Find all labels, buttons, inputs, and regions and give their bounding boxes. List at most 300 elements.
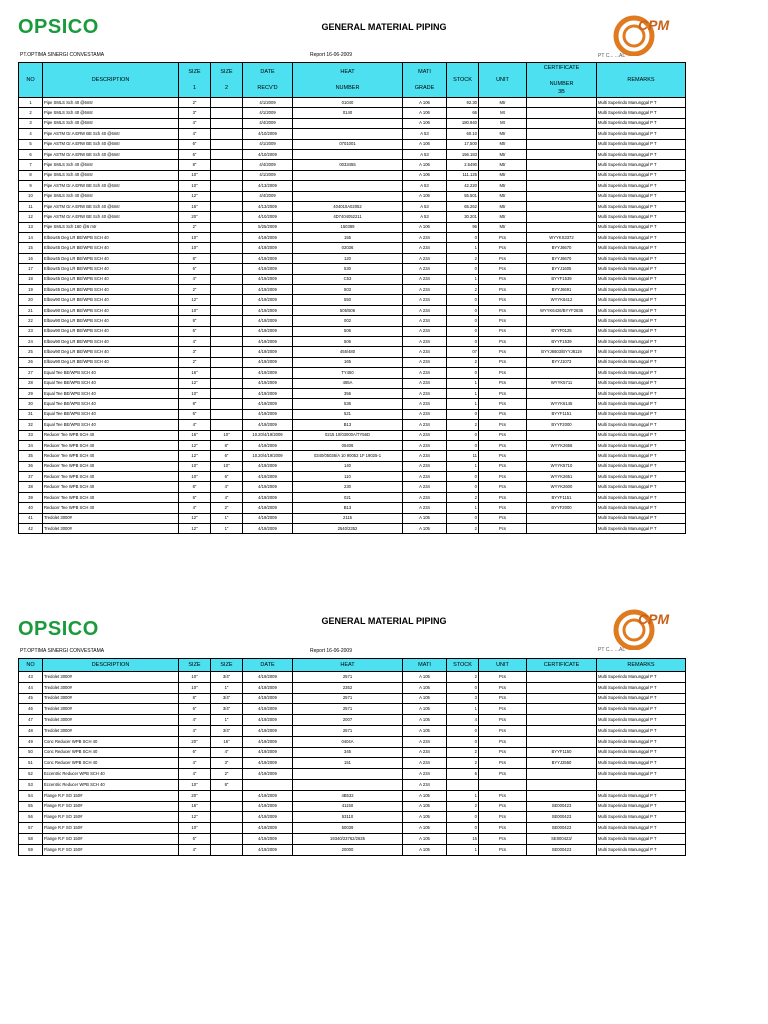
cell-size1: 6" bbox=[179, 409, 211, 419]
cell-mati: A 106 bbox=[403, 191, 447, 201]
cell-remarks: Multi Superindo Manunggal P T bbox=[597, 461, 686, 471]
cell-heat: 2571 bbox=[293, 704, 403, 715]
table-row bbox=[19, 461, 686, 471]
cell-remarks: Multi Superindo Manunggal P T bbox=[597, 693, 686, 704]
table-row bbox=[19, 285, 686, 295]
cell-description: Pipe SMLS Sch 40 @6mtr bbox=[43, 118, 179, 128]
cell-no: 28 bbox=[19, 378, 43, 388]
col-no: NO bbox=[19, 63, 43, 98]
table-row bbox=[19, 812, 686, 823]
cell-size2 bbox=[211, 222, 243, 232]
cell-stock: 0 bbox=[447, 305, 479, 315]
cell-date: 4/19/2009 bbox=[243, 326, 293, 336]
cell-size2 bbox=[211, 118, 243, 128]
cell-mati: A 106 bbox=[403, 170, 447, 180]
cell-no: 59 bbox=[19, 844, 43, 855]
cell-mati: A 234 bbox=[403, 440, 447, 450]
cell-mati: A 234 bbox=[403, 758, 447, 769]
cell-certificate bbox=[527, 316, 597, 326]
cell-date: 4/10/2009 bbox=[243, 212, 293, 222]
cell-remarks: Multi Superindo Manunggal P T bbox=[597, 274, 686, 284]
cell-unit: Pcs bbox=[479, 812, 527, 823]
cell-unit: Pcs bbox=[479, 758, 527, 769]
cell-mati: A 105 bbox=[403, 725, 447, 736]
table-body-2 bbox=[19, 672, 686, 856]
material-table-2 bbox=[18, 658, 686, 856]
cell-certificate bbox=[527, 430, 597, 440]
cell-date: 4/19/2009 bbox=[243, 524, 293, 534]
cell-size1: 10" bbox=[179, 233, 211, 243]
cell-certificate bbox=[527, 118, 597, 128]
cell-no: 17 bbox=[19, 264, 43, 274]
cell-heat: 0404A bbox=[293, 736, 403, 747]
cell-size2 bbox=[211, 420, 243, 430]
report-title: GENERAL MATERIAL PIPING bbox=[321, 22, 447, 32]
cell-unit: Pcs bbox=[479, 451, 527, 461]
cell-no: 45 bbox=[19, 693, 43, 704]
col-heat-2: HEAT bbox=[293, 659, 403, 672]
cell-unit: Pcs bbox=[479, 513, 527, 523]
cell-date: 4/19/2009 bbox=[243, 823, 293, 834]
cell-certificate: SE000423 bbox=[527, 823, 597, 834]
table-row bbox=[19, 149, 686, 159]
cell-date: 10.20/4/19/2009 bbox=[243, 451, 293, 461]
cell-size2 bbox=[211, 181, 243, 191]
cell-certificate: WYYK2600 bbox=[527, 482, 597, 492]
cell-stock: 0 bbox=[447, 482, 479, 492]
cell-heat: 151 bbox=[293, 758, 403, 769]
cell-stock: 96 bbox=[447, 222, 479, 232]
cell-certificate bbox=[527, 736, 597, 747]
cell-stock: 0 bbox=[447, 682, 479, 693]
table-row bbox=[19, 326, 686, 336]
table-row bbox=[19, 420, 686, 430]
cell-unit: Pcs bbox=[479, 264, 527, 274]
table-row bbox=[19, 336, 686, 346]
cell-unit: Pcs bbox=[479, 336, 527, 346]
cell-description: Tredolet 3000# bbox=[43, 672, 179, 683]
cell-size2: 3/4" bbox=[211, 672, 243, 683]
cell-size2 bbox=[211, 170, 243, 180]
cell-size2: 16" bbox=[211, 736, 243, 747]
table-row bbox=[19, 472, 686, 482]
table-row bbox=[19, 368, 686, 378]
cell-certificate bbox=[527, 170, 597, 180]
cell-certificate: WYYK6145 bbox=[527, 399, 597, 409]
cell-no: 31 bbox=[19, 409, 43, 419]
cell-unit: Pcs bbox=[479, 430, 527, 440]
cell-date: 4/19/2009 bbox=[243, 253, 293, 263]
cell-stock: 2 bbox=[447, 420, 479, 430]
cell-heat: 485A bbox=[293, 378, 403, 388]
cell-no: 52 bbox=[19, 769, 43, 780]
cell-size2 bbox=[211, 201, 243, 211]
cell-size2 bbox=[211, 812, 243, 823]
cell-certificate: BYYJ6691 bbox=[527, 285, 597, 295]
cell-size2 bbox=[211, 212, 243, 222]
cell-date: 4/19/2009 bbox=[243, 833, 293, 844]
cell-mati: A 234 bbox=[403, 368, 447, 378]
table-row bbox=[19, 409, 686, 419]
cell-unit: Pcs bbox=[479, 243, 527, 253]
cell-description: Pipe ASTM Gr.A ERW BE Sch 40 @6mtr bbox=[43, 139, 179, 149]
cell-size1: 4" bbox=[179, 844, 211, 855]
table-row bbox=[19, 222, 686, 232]
opsico-logo-2: OPSICO bbox=[18, 618, 99, 640]
cell-stock: 30.201 bbox=[447, 212, 479, 222]
cell-certificate bbox=[527, 672, 597, 683]
cell-date: 4/19/2009 bbox=[243, 682, 293, 693]
cell-remarks: Multi Superindo Manunggal P T bbox=[597, 801, 686, 812]
cell-no: 8 bbox=[19, 170, 43, 180]
cell-date: 4/19/2009 bbox=[243, 461, 293, 471]
cell-size2 bbox=[211, 98, 243, 108]
cell-size1: 6" bbox=[179, 149, 211, 159]
cell-unit: Pcs bbox=[479, 440, 527, 450]
cell-description: Elbow45 Deg LR BE/WPB SCH 40 bbox=[43, 285, 179, 295]
cell-certificate: SE000423 bbox=[527, 812, 597, 823]
cell-no: 14 bbox=[19, 233, 43, 243]
cell-description: Reducer Tee WPB SCH 40 bbox=[43, 430, 179, 440]
cell-size2 bbox=[211, 336, 243, 346]
table-row bbox=[19, 779, 686, 790]
cell-date: 4/1/2009 bbox=[243, 98, 293, 108]
cell-certificate: WYYK5711 bbox=[527, 378, 597, 388]
cell-unit: Pcs bbox=[479, 790, 527, 801]
cell-mati: A 105 bbox=[403, 823, 447, 834]
cell-size1: 2" bbox=[179, 357, 211, 367]
cell-date: 4/19/2009 bbox=[243, 844, 293, 855]
cell-size2 bbox=[211, 833, 243, 844]
cell-remarks: Multi Superindo Manunggal P T bbox=[597, 812, 686, 823]
cell-heat bbox=[293, 129, 403, 139]
cell-unit: Mtr bbox=[479, 181, 527, 191]
cell-remarks: Multi Superindo Manunggal P T bbox=[597, 170, 686, 180]
cell-heat bbox=[293, 118, 403, 128]
cell-remarks: Multi Superindo Manunggal P T bbox=[597, 524, 686, 534]
cell-stock: 156.183 bbox=[447, 149, 479, 159]
cell-stock: 1 bbox=[447, 243, 479, 253]
cell-stock: 55.501 bbox=[447, 191, 479, 201]
cell-remarks: Multi Superindo Manunggal P T bbox=[597, 715, 686, 726]
cell-size2: 4" bbox=[211, 492, 243, 502]
col-certificate: CERTIFICATE NUMBER 3B bbox=[527, 63, 597, 98]
cell-heat: 530 bbox=[293, 264, 403, 274]
cell-remarks: Multi Superindo Manunggal P T bbox=[597, 295, 686, 305]
cell-description: Pipe SMLS Sch 160 @6 mtr bbox=[43, 222, 179, 232]
cell-unit: Mt bbox=[479, 108, 527, 118]
cell-size1: 10" bbox=[179, 682, 211, 693]
cell-no: 24 bbox=[19, 336, 43, 346]
table-row bbox=[19, 139, 686, 149]
table-row bbox=[19, 243, 686, 253]
cell-certificate: SE000423/ bbox=[527, 833, 597, 844]
cell-no: 16 bbox=[19, 253, 43, 263]
cell-certificate: WYYK6412 bbox=[527, 295, 597, 305]
cell-description: Tredolet 3000# bbox=[43, 524, 179, 534]
cell-mati: A 106 bbox=[403, 139, 447, 149]
cell-description: Elbow90 Deg LR BE/WPB SCH 40 bbox=[43, 295, 179, 305]
cell-size2 bbox=[211, 285, 243, 295]
cell-unit: Pcs bbox=[479, 682, 527, 693]
cell-heat: 2540/2352 bbox=[293, 524, 403, 534]
opsico-logo: OPSICO bbox=[18, 16, 99, 38]
cell-size2: 10" bbox=[211, 430, 243, 440]
cell-unit: Pcs bbox=[479, 357, 527, 367]
cell-mati: A 234 bbox=[403, 409, 447, 419]
table-row bbox=[19, 513, 686, 523]
table-row bbox=[19, 769, 686, 780]
cell-date bbox=[243, 779, 293, 790]
cell-certificate: WYYK2656 bbox=[527, 440, 597, 450]
cell-description: Pipe ASTM Gr.A ERW BE Sch 40 @6mtr bbox=[43, 129, 179, 139]
cell-remarks: Multi Superindo Manunggal P T bbox=[597, 513, 686, 523]
cell-description: Elbow45 Deg LR BE/WPB SCH 40 bbox=[43, 233, 179, 243]
cell-mati: A 234 bbox=[403, 253, 447, 263]
cell-size1: 6" bbox=[179, 326, 211, 336]
cell-unit: Pcs bbox=[479, 233, 527, 243]
cell-stock: 1 bbox=[447, 274, 479, 284]
cell-description: Elbow90 Deg LR BE/WPB SCH 40 bbox=[43, 347, 179, 357]
cell-size1: 3" bbox=[179, 347, 211, 357]
cell-size1: 12" bbox=[179, 295, 211, 305]
cell-remarks: Multi Superindo Manunggal P T bbox=[597, 326, 686, 336]
cell-description: Elbow90 Deg LR BE/WPB SCH 40 bbox=[43, 316, 179, 326]
table-row bbox=[19, 524, 686, 534]
cell-description: Reducer Tee WPB SCH 40 bbox=[43, 472, 179, 482]
cell-size2 bbox=[211, 149, 243, 159]
cell-certificate: BYYF1151 bbox=[527, 409, 597, 419]
cpm-logo-2 bbox=[612, 606, 674, 650]
table-row bbox=[19, 129, 686, 139]
cell-no: 51 bbox=[19, 758, 43, 769]
cell-heat: 120 bbox=[293, 253, 403, 263]
cell-remarks: Multi Superindo Manunggal P T bbox=[597, 823, 686, 834]
cell-mati: A 105 bbox=[403, 693, 447, 704]
cell-remarks: Multi Superindo Manunggal P T bbox=[597, 844, 686, 855]
cell-size2 bbox=[211, 233, 243, 243]
cell-certificate bbox=[527, 524, 597, 534]
cell-description: Flange R.F SO 150# bbox=[43, 790, 179, 801]
cell-remarks: Multi Superindo Manunggal P T bbox=[597, 243, 686, 253]
cell-remarks: Multi Superindo Manunggal P T bbox=[597, 833, 686, 844]
cell-unit: Pcs bbox=[479, 368, 527, 378]
cell-size2: 6" bbox=[211, 451, 243, 461]
cell-description: Elbow90 Deg LR BE/WPB SCH 40 bbox=[43, 336, 179, 346]
cell-no: 42 bbox=[19, 524, 43, 534]
cell-heat: 506 bbox=[293, 326, 403, 336]
cell-size1: 20" bbox=[179, 212, 211, 222]
table-row bbox=[19, 758, 686, 769]
cell-no: 11 bbox=[19, 201, 43, 211]
cell-size2 bbox=[211, 253, 243, 263]
cell-remarks: Multi Superindo Manunggal P T bbox=[597, 191, 686, 201]
cell-size2 bbox=[211, 409, 243, 419]
cell-mati: A 106 bbox=[403, 222, 447, 232]
cell-date: 4/19/2009 bbox=[243, 801, 293, 812]
cell-remarks: Multi Superindo Manunggal P T bbox=[597, 139, 686, 149]
table-row bbox=[19, 274, 686, 284]
cell-description: Elbow45 Deg LR BE/WPB SCH 40 bbox=[43, 274, 179, 284]
cell-remarks: Multi Superindo Manunggal P T bbox=[597, 440, 686, 450]
cell-size2 bbox=[211, 295, 243, 305]
table-row bbox=[19, 430, 686, 440]
cell-heat: B13 bbox=[293, 503, 403, 513]
cell-heat: 19340/23762/2635 bbox=[293, 833, 403, 844]
cell-description: Pipe SMLS Sch 40 @6mtr bbox=[43, 191, 179, 201]
cell-date: 4/19/2009 bbox=[243, 243, 293, 253]
cell-description: Equal Tee BE/WPB SCH 40 bbox=[43, 388, 179, 398]
cell-heat: 506 bbox=[293, 336, 403, 346]
cell-stock: 180.940 bbox=[447, 118, 479, 128]
cell-mati: A 234 bbox=[403, 316, 447, 326]
cell-description: Pipe ASTM Gr.A ERW BE Sch 40 @6mtr bbox=[43, 212, 179, 222]
cell-no: 7 bbox=[19, 160, 43, 170]
cell-size2: 1" bbox=[211, 524, 243, 534]
cell-mati: A 234 bbox=[403, 388, 447, 398]
cell-heat: 110 bbox=[293, 472, 403, 482]
cell-heat: 002 bbox=[293, 316, 403, 326]
cell-size2 bbox=[211, 378, 243, 388]
col-description-2: DESCRIPTION bbox=[43, 659, 179, 672]
cell-heat: 4B532 bbox=[293, 790, 403, 801]
cell-description: Flange R.F SO 150# bbox=[43, 823, 179, 834]
cell-no: 30 bbox=[19, 399, 43, 409]
cpm-logo bbox=[612, 12, 674, 56]
cell-date: 4/19/2009 bbox=[243, 316, 293, 326]
table-row bbox=[19, 693, 686, 704]
cell-date: 4/10/2009 bbox=[243, 149, 293, 159]
cell-remarks: Multi Superindo Manunggal P T bbox=[597, 378, 686, 388]
cell-remarks: Multi Superindo Manunggal P T bbox=[597, 758, 686, 769]
cell-stock: 07 bbox=[447, 347, 479, 357]
cell-size1: 20" bbox=[179, 736, 211, 747]
cell-certificate bbox=[527, 715, 597, 726]
cell-description: Tredolet 3000# bbox=[43, 693, 179, 704]
cell-mati: A 234 bbox=[403, 769, 447, 780]
cell-heat bbox=[293, 170, 403, 180]
cell-size2 bbox=[211, 191, 243, 201]
cell-date: 4/19/2009 bbox=[243, 747, 293, 758]
cell-size1: 16" bbox=[179, 801, 211, 812]
cell-date: 10.20/4/19/2009 bbox=[243, 430, 293, 440]
cell-unit: Pcs bbox=[479, 316, 527, 326]
svg-text:CPM: CPM bbox=[638, 17, 670, 33]
cell-no: 25 bbox=[19, 347, 43, 357]
cell-no: 5 bbox=[19, 139, 43, 149]
cell-description: Reducer Tee WPB SCH 40 bbox=[43, 492, 179, 502]
table-row bbox=[19, 833, 686, 844]
cell-description: Flange R.F SO 150# bbox=[43, 801, 179, 812]
cell-remarks: Multi Superindo Manunggal P T bbox=[597, 430, 686, 440]
cell-remarks: Multi Superindo Manunggal P T bbox=[597, 118, 686, 128]
cell-stock: 42.220 bbox=[447, 181, 479, 191]
cell-date: 4/19/2009 bbox=[243, 305, 293, 315]
cell-size1: 6" bbox=[179, 833, 211, 844]
cell-mati: A 105 bbox=[403, 801, 447, 812]
cell-heat: 021 bbox=[293, 492, 403, 502]
cell-unit: Pcs bbox=[479, 704, 527, 715]
cell-mati: A 234 bbox=[403, 451, 447, 461]
cell-description: Tredolet 3000# bbox=[43, 682, 179, 693]
cell-stock: 2 bbox=[447, 801, 479, 812]
cell-certificate: BYYF1539 bbox=[527, 274, 597, 284]
cell-unit: Pcs bbox=[479, 399, 527, 409]
table-row bbox=[19, 492, 686, 502]
col-size2: SIZE 2 bbox=[211, 63, 243, 98]
col-date: DATE RECV'D bbox=[243, 63, 293, 98]
cell-stock: 0 bbox=[447, 368, 479, 378]
cell-mati: A 53 bbox=[403, 212, 447, 222]
cell-no: 57 bbox=[19, 823, 43, 834]
cell-size1: 2" bbox=[179, 222, 211, 232]
table-body-1 bbox=[19, 98, 686, 534]
cell-certificate: BYYF0125 bbox=[527, 326, 597, 336]
cell-description: Pipe SMLS Sch 40 @6mtr bbox=[43, 160, 179, 170]
cell-mati: A 234 bbox=[403, 461, 447, 471]
cell-heat: 0033455 bbox=[293, 160, 403, 170]
cell-description: Pipe ASTM Gr.A ERW BE Sch 40 @6mtr bbox=[43, 181, 179, 191]
cell-unit: Pcs bbox=[479, 503, 527, 513]
cell-stock: 1 bbox=[447, 790, 479, 801]
cell-size1: 4" bbox=[179, 274, 211, 284]
cell-no: 6 bbox=[19, 149, 43, 159]
cell-date: 4/19/2009 bbox=[243, 492, 293, 502]
cell-stock: 2.5490 bbox=[447, 160, 479, 170]
cell-certificate: BYYJ6603/BYYJ8119 bbox=[527, 347, 597, 357]
cell-certificate: WYYKS3372 bbox=[527, 233, 597, 243]
cell-date: 4/19/2009 bbox=[243, 409, 293, 419]
cell-remarks: Multi Superindo Manunggal P T bbox=[597, 285, 686, 295]
cell-size2 bbox=[211, 368, 243, 378]
cell-size2 bbox=[211, 801, 243, 812]
cell-size2 bbox=[211, 264, 243, 274]
cell-heat: 50039 bbox=[293, 823, 403, 834]
cell-size1: 4" bbox=[179, 336, 211, 346]
cell-remarks: Multi Superindo Manunggal P T bbox=[597, 253, 686, 263]
cell-unit: Pcs bbox=[479, 285, 527, 295]
cell-size1: 12" bbox=[179, 524, 211, 534]
cell-no: 46 bbox=[19, 704, 43, 715]
cell-stock: 0 bbox=[447, 440, 479, 450]
cell-no: 13 bbox=[19, 222, 43, 232]
cell-stock: 0 bbox=[447, 326, 479, 336]
cell-description: Pipe SMLS Sch 40 @6mtr bbox=[43, 98, 179, 108]
cell-size1: 8" bbox=[179, 253, 211, 263]
cell-size2: 3/4" bbox=[211, 704, 243, 715]
cell-size1: 16" bbox=[179, 430, 211, 440]
cell-remarks: Multi Superindo Manunggal P T bbox=[597, 682, 686, 693]
cell-remarks: Multi Superindo Manunggal P T bbox=[597, 472, 686, 482]
col-unit: UNIT bbox=[479, 63, 527, 98]
cell-size2: 3/4" bbox=[211, 693, 243, 704]
cell-date: 4/19/2009 bbox=[243, 704, 293, 715]
cell-remarks: Multi Superindo Manunggal P T bbox=[597, 149, 686, 159]
table-row bbox=[19, 347, 686, 357]
cell-size1: 10" bbox=[179, 181, 211, 191]
cell-date: 4/19/2009 bbox=[243, 482, 293, 492]
cell-description: Equal Tee BE/WPB SCH 40 bbox=[43, 399, 179, 409]
table-row bbox=[19, 704, 686, 715]
cell-no: 54 bbox=[19, 790, 43, 801]
cell-mati: A 234 bbox=[403, 285, 447, 295]
cell-description: Elbow90 Deg LR BE/WPB SCH 40 bbox=[43, 326, 179, 336]
cell-description: Equal Tee BE/WPB SCH 40 bbox=[43, 378, 179, 388]
cell-certificate: BYYJ6670 bbox=[527, 253, 597, 263]
table-row bbox=[19, 482, 686, 492]
cell-remarks: Multi Superindo Manunggal P T bbox=[597, 222, 686, 232]
cell-stock: 0 bbox=[447, 316, 479, 326]
